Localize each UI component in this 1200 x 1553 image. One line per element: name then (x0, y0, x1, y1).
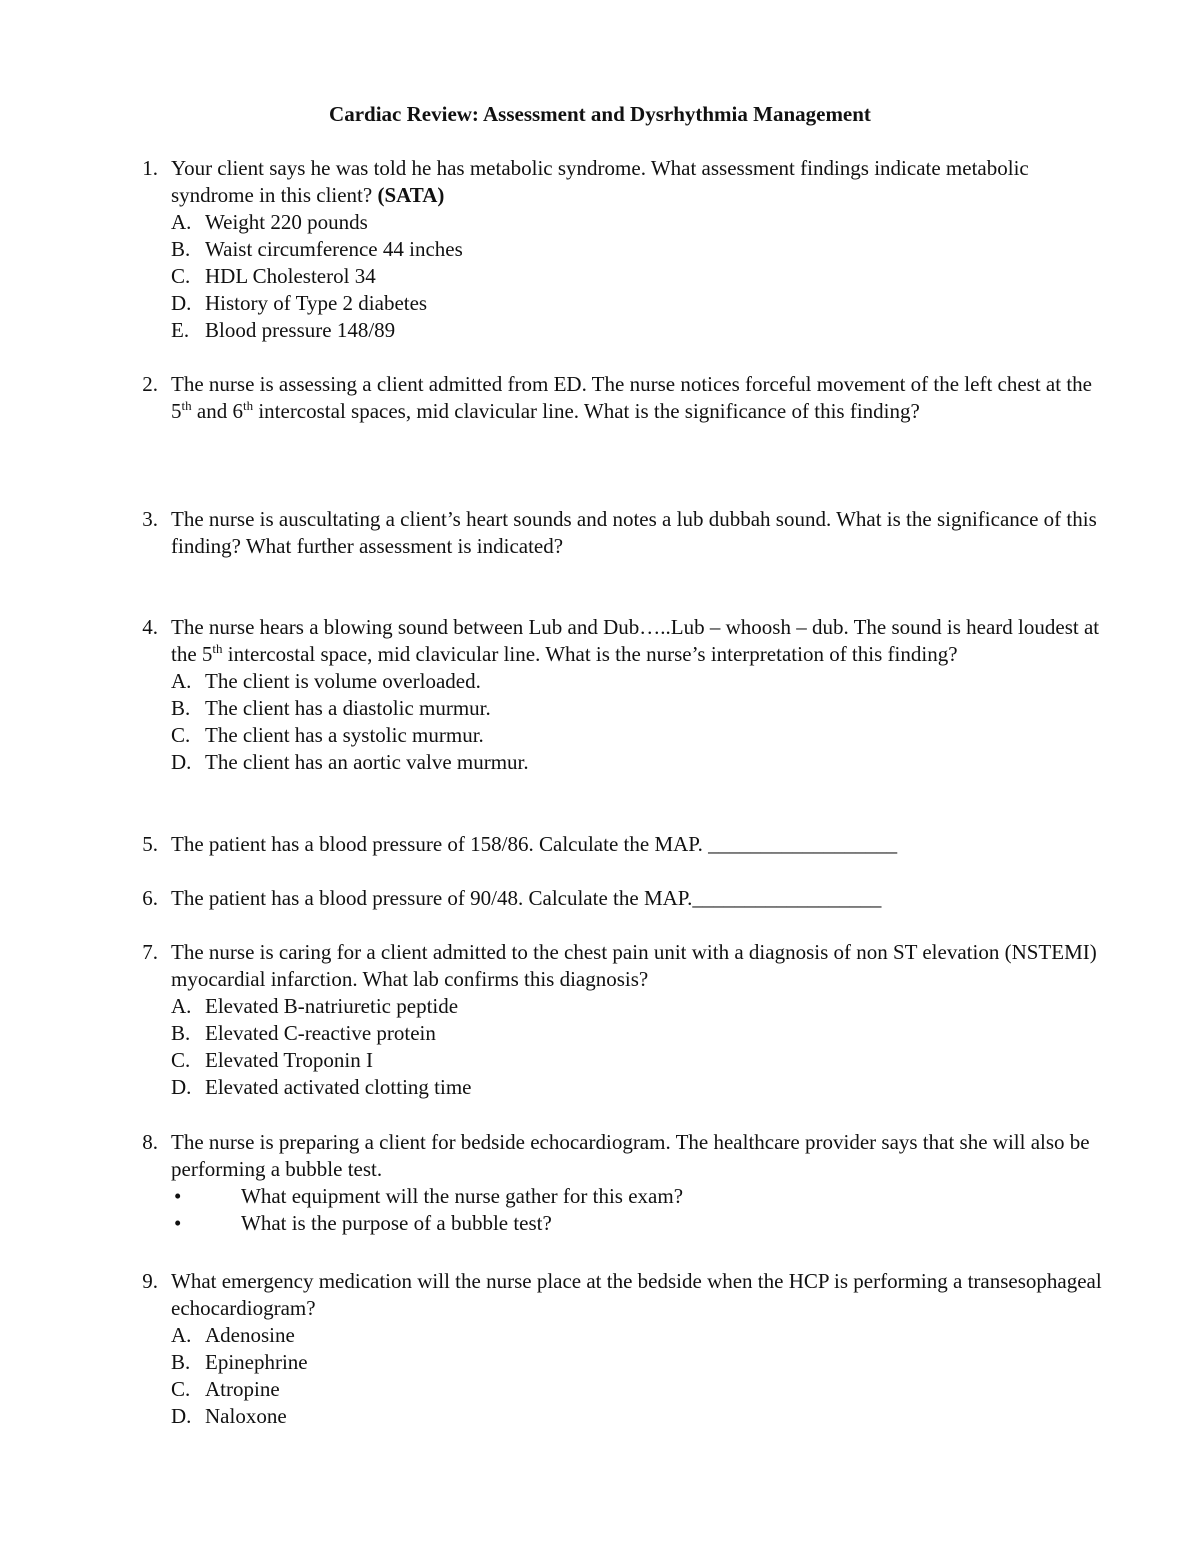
bullet-item: • What equipment will the nurse gather for this exam? (174, 1184, 684, 1208)
answer-option: D. History of Type 2 diabetes (171, 291, 428, 315)
question-stem: The nurse is preparing a client for bedside echocardiogram. The healthcare provider says that she will also be performing a bubble test. (171, 1130, 1090, 1181)
question-7 (132, 939, 1112, 1101)
question-8 (132, 1129, 1112, 1237)
answer-option: C. HDL Cholesterol 34 (171, 264, 376, 288)
question-stem: What emergency medication will the nurse place at the bedside when the HCP is performing a transesophageal echocardiogram? (171, 1269, 1102, 1320)
question-stem: The patient has a blood pressure of 158/86. Calculate the MAP. __________________ (171, 832, 898, 856)
answer-option: E. Blood pressure 148/89 (171, 318, 396, 342)
answer-option: B. Epinephrine (171, 1350, 308, 1374)
question-stem: The patient has a blood pressure of 90/48. Calculate the MAP.__________________ (171, 886, 882, 910)
question-4 (132, 614, 1112, 776)
question-6 (132, 885, 1112, 912)
page-title: Cardiac Review: Assessment and Dysrhythmia Management (329, 102, 871, 126)
answer-option: D. Elevated activated clotting time (171, 1075, 472, 1099)
question-3 (132, 506, 1112, 560)
answer-option: A. Elevated B-natriuretic peptide (171, 994, 459, 1018)
question-number: 4. (142, 615, 158, 639)
answer-option: B. Waist circumference 44 inches (171, 237, 463, 261)
question-number: 8. (142, 1130, 158, 1154)
question-number: 3. (142, 507, 158, 531)
question-2 (132, 371, 1112, 425)
answer-option: D. Naloxone (171, 1404, 287, 1428)
question-5 (132, 831, 1112, 858)
question-stem: The nurse hears a blowing sound between Lub and Dub…..Lub – whoosh – dub. The sound is heard loudest at the 5th intercostal space, mid clavicular line. What is the nurse’s interpretation of this finding? (171, 615, 1100, 666)
question-stem: The nurse is assessing a client admitted from ED. The nurse notices forceful movement of the left chest at the 5th and 6th intercostal spaces, mid clavicular line. What is the significance of this finding? (171, 372, 1092, 423)
answer-option: C. Elevated Troponin I (171, 1048, 373, 1072)
question-1 (132, 155, 1112, 344)
bullet-item: • What is the purpose of a bubble test? (174, 1211, 552, 1235)
answer-option: A. The client is volume overloaded. (171, 669, 481, 693)
answer-option: A. Weight 220 pounds (171, 210, 368, 234)
question-stem: The nurse is caring for a client admitted to the chest pain unit with a diagnosis of non ST elevation (NSTEMI) myocardial infarction. What lab confirms this diagnosis? (171, 940, 1097, 991)
question-stem: The nurse is auscultating a client’s heart sounds and notes a lub dubbah sound. What is the significance of this finding? What further assessment is indicated? (171, 507, 1097, 558)
question-number: 6. (142, 886, 158, 910)
answer-option: A. Adenosine (171, 1323, 295, 1347)
sata-label: (SATA) (377, 183, 445, 207)
question-stem: Your client says he was told he has metabolic syndrome. What assessment findings indicate metabolic syndrome in this client? (SATA) (171, 156, 1029, 207)
question-number: 5. (142, 832, 158, 856)
answer-option: C. The client has a systolic murmur. (171, 723, 484, 747)
answer-option: D. The client has an aortic valve murmur. (171, 750, 529, 774)
bullet-dot-icon: • (174, 1184, 182, 1208)
bullet-dot-icon: • (174, 1211, 182, 1235)
answer-option: C. Atropine (171, 1377, 280, 1401)
answer-option: B. Elevated C-reactive protein (171, 1021, 436, 1045)
question-number: 7. (142, 940, 158, 964)
question-number: 9. (142, 1269, 158, 1293)
question-number: 1. (142, 156, 158, 180)
question-9 (132, 1268, 1112, 1430)
answer-option: B. The client has a diastolic murmur. (171, 696, 491, 720)
question-number: 2. (142, 372, 158, 396)
